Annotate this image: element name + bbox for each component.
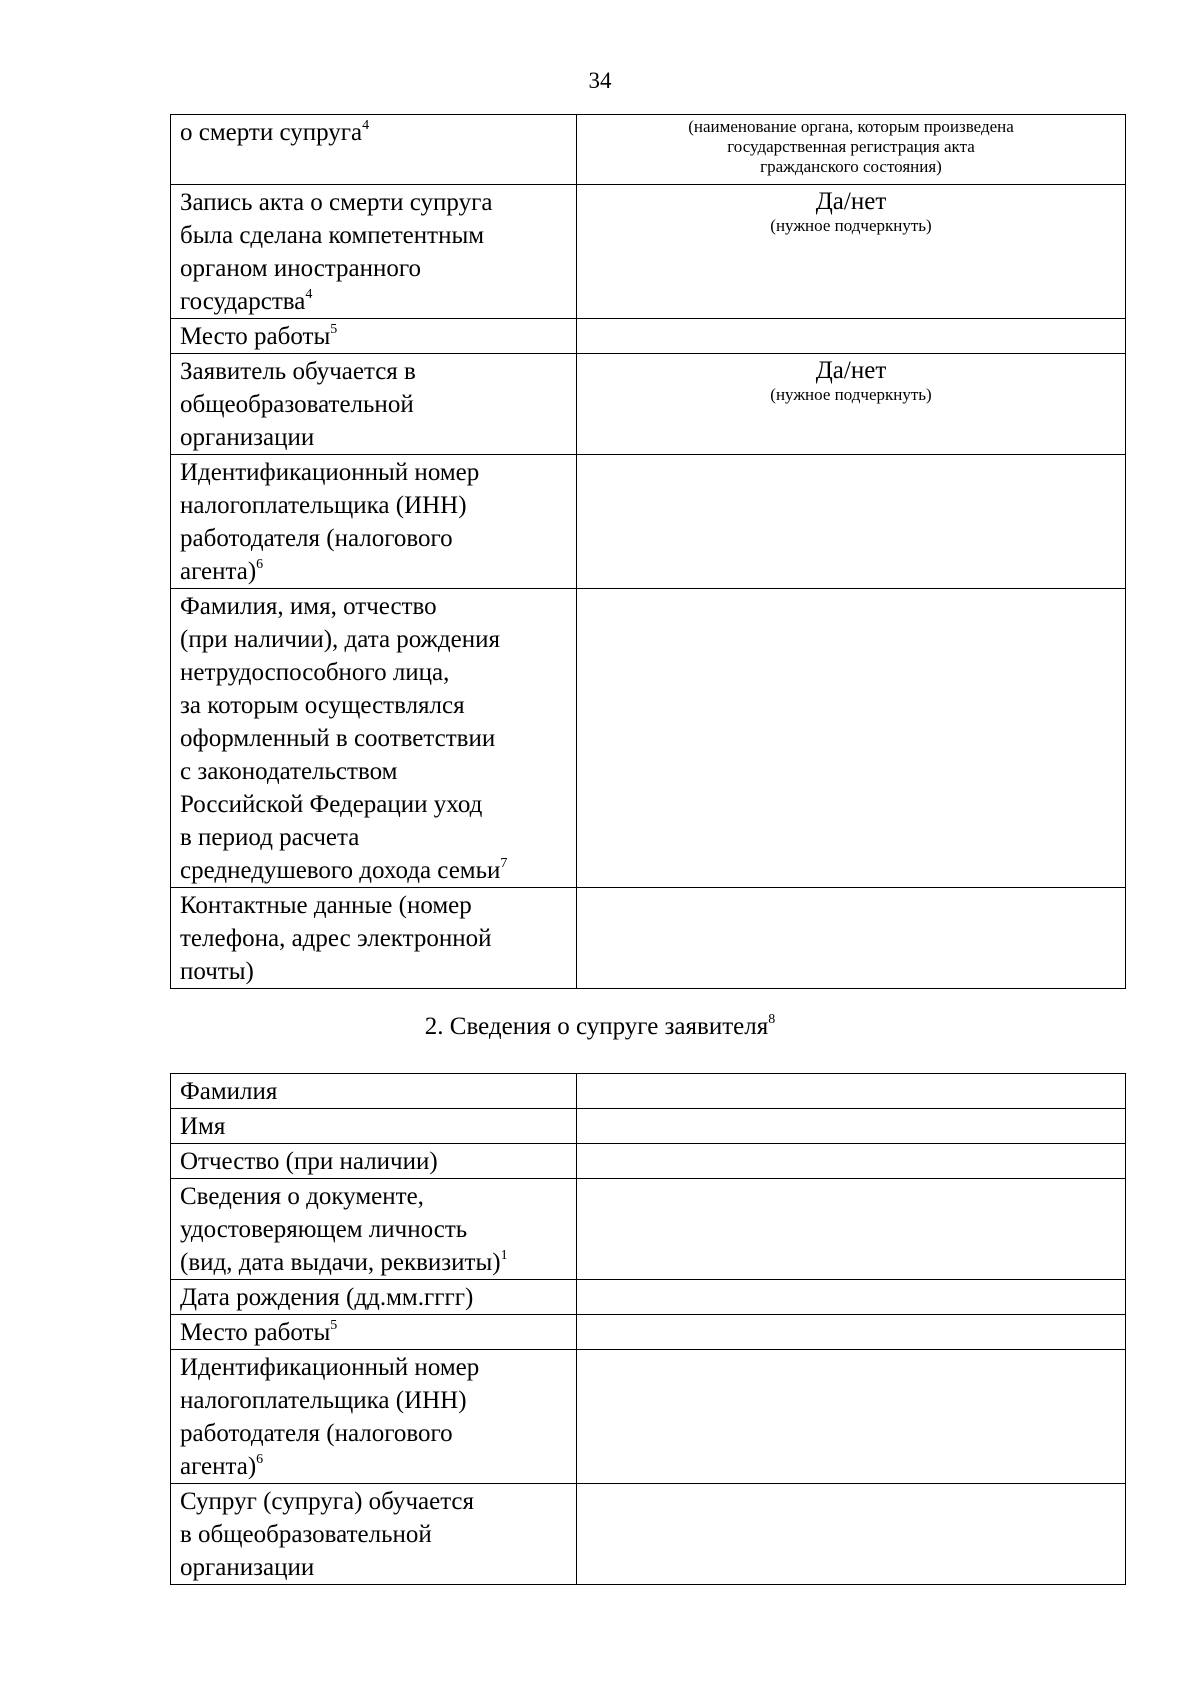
yes-no-choice[interactable]: Да/нет <box>815 188 887 215</box>
field-label: Место работы$^5$ <box>171 1315 577 1350</box>
employer-inn-field[interactable] <box>577 455 1126 589</box>
table-row <box>171 888 1126 989</box>
table-row <box>171 1144 1126 1179</box>
choice-hint: (нужное подчеркнуть) <box>770 216 932 235</box>
table-row <box>171 589 1126 888</box>
table-row <box>171 185 1126 319</box>
spouse-workplace-field[interactable] <box>577 1315 1126 1350</box>
footnote-marker: 7 <box>500 855 508 871</box>
workplace-field[interactable] <box>577 319 1126 354</box>
table-row <box>171 115 1126 185</box>
spouse-info-table <box>170 1073 1126 1585</box>
spouse-employer-inn-field[interactable] <box>577 1350 1126 1484</box>
table-row <box>171 319 1126 354</box>
table-row <box>171 354 1126 455</box>
page-number: 34 <box>588 68 612 93</box>
field-label: Заявитель обучается в общеобразовательной организации <box>171 354 577 455</box>
birth-date-field[interactable] <box>577 1280 1126 1315</box>
spouse-student-status-field[interactable] <box>577 1484 1126 1585</box>
registry-office-field[interactable] <box>577 115 1126 185</box>
footnote-marker: 6 <box>256 556 264 572</box>
footnote-marker: 6 <box>256 1451 264 1467</box>
footnote-marker: 5 <box>330 1317 338 1333</box>
table-row <box>171 455 1126 589</box>
table-row <box>171 1350 1126 1484</box>
foreign-record-field[interactable] <box>577 185 1126 319</box>
section-title: 2. Сведения о супруге заявителя$^8$ <box>424 1011 776 1040</box>
contact-data-field[interactable] <box>577 888 1126 989</box>
table-row <box>171 1109 1126 1144</box>
field-label: Отчество (при наличии) <box>171 1144 577 1179</box>
disabled-person-field[interactable] <box>577 589 1126 888</box>
choice-hint: (нужное подчеркнуть) <box>770 385 932 404</box>
field-label: Фамилия <box>171 1074 577 1109</box>
first-name-field[interactable] <box>577 1109 1126 1144</box>
surname-field[interactable] <box>577 1074 1126 1109</box>
field-label: Супруг (супруга) обучается в общеобразовательной организации <box>171 1484 577 1585</box>
field-label: о смерти супруга$^4$ <box>171 115 577 185</box>
patronymic-field[interactable] <box>577 1144 1126 1179</box>
field-label: Идентификационный номер налогоплательщика (ИНН) работодателя (налогового агента)$^6$ <box>171 1350 577 1484</box>
field-label: Идентификационный номер налогоплательщика (ИНН) работодателя (налогового агента)$^6$ <box>171 455 577 589</box>
field-label: Имя <box>171 1109 577 1144</box>
table-row <box>171 1280 1126 1315</box>
applicant-info-table <box>170 114 1126 989</box>
footnote-marker: 8 <box>768 1011 776 1027</box>
field-label: Фамилия, имя, отчество (при наличии), дата рождения нетрудоспособного лица, за которым осуществлялся оформленный в соответствии с законодательством Российской Федерации уход в период расчета среднедушевого дохода семьи$^7$ <box>171 589 577 888</box>
field-caption: (наименование органа, которым произведена государственная регистрация акта гражданского состояния) <box>688 117 1014 176</box>
table-row <box>171 1179 1126 1280</box>
footnote-marker: 5 <box>330 321 338 337</box>
field-label: Дата рождения (дд.мм.гггг) <box>171 1280 577 1315</box>
field-label: Сведения о документе, удостоверяющем личность (вид, дата выдачи, реквизиты)$^1$ <box>171 1179 577 1280</box>
footnote-marker: 1 <box>500 1247 508 1263</box>
footnote-marker: 4 <box>305 286 313 302</box>
student-status-field[interactable] <box>577 354 1126 455</box>
footnote-marker: 4 <box>362 117 370 133</box>
field-label: Контактные данные (номер телефона, адрес электронной почты) <box>171 888 577 989</box>
table-row <box>171 1074 1126 1109</box>
table-row <box>171 1484 1126 1585</box>
table-row <box>171 1315 1126 1350</box>
yes-no-choice[interactable]: Да/нет <box>815 357 887 384</box>
identity-document-field[interactable] <box>577 1179 1126 1280</box>
field-label: Запись акта о смерти супруга была сделана компетентным органом иностранного государства$^4$ <box>171 185 577 319</box>
field-label: Место работы$^5$ <box>171 319 577 354</box>
